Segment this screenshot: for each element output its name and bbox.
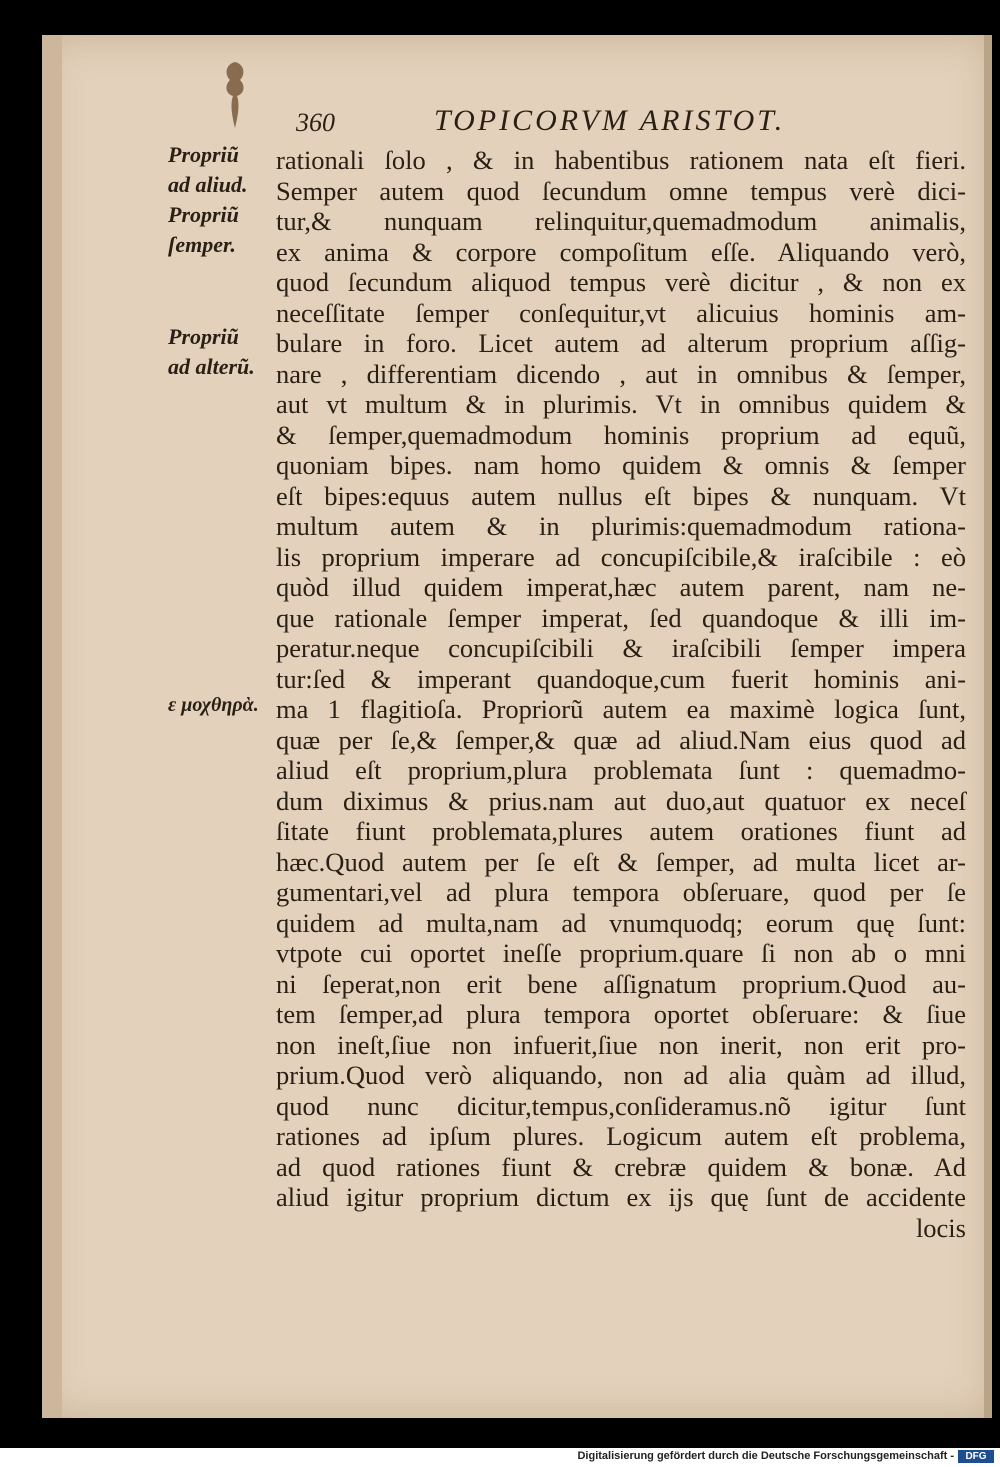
text-line: ſitate fiunt problemata,plures autem orationes fiunt ad: [276, 816, 966, 846]
text-line: tur,& nunquam relinquitur,quemadmodum animalis,: [276, 206, 966, 236]
text-line: Semper autem quod ſecundum omne tempus verè dici-: [276, 175, 966, 206]
text-line: aut vt multum & in plurimis. Vt in omnibus quidem &: [276, 389, 966, 419]
text-line: prium.Quod verò aliquando, non ad alia quàm ad illud,: [276, 1060, 966, 1090]
text-line: que rationale ſemper imperat, ſed quandoque & illi im-: [276, 602, 966, 633]
margin-note-line: Propriũ: [168, 142, 239, 167]
text-line: quoniam bipes. nam homo quidem & omnis & ſemper: [276, 450, 966, 480]
margin-note-line: Propriũ: [168, 202, 239, 227]
text-line: neceſſitate ſemper conſequitur,vt alicuius hominis am-: [276, 297, 966, 328]
running-head: TOPICORVM ARISTOT.: [434, 104, 786, 137]
text-line: quod ſecundum aliquod tempus verè dicitur , & non ex: [276, 267, 966, 297]
text-line: quòd illud quidem imperat,hæc autem parent, nam ne-: [276, 572, 966, 602]
text-line: rationali ſolo , & in habentibus rationem nata eſt fieri.: [276, 145, 966, 175]
text-line: peratur.neque concupiſcibili & iraſcibili ſemper impera: [276, 633, 966, 663]
margin-note-line: ſemper.: [168, 232, 236, 257]
text-line: tem ſemper,ad plura tempora oportet obſeruare: & ſiue: [276, 999, 966, 1029]
digitization-credit: Digitalisierung gefördert durch die Deutsche Forschungsgemeinschaft -: [577, 1450, 954, 1462]
text-line: hæc.Quod autem per ſe eſt & ſemper, ad multa licet ar-: [276, 846, 966, 877]
text-line: dum diximus & prius.nam aut duo,aut quatuor ex neceſ: [276, 785, 966, 816]
text-line: quidem ad multa,nam ad vnumquodq; eorum quę ſunt:: [276, 907, 966, 938]
page-number: 360: [296, 108, 335, 137]
text-line: rationes ad ipſum plures. Logicum autem eſt problema,: [276, 1121, 966, 1151]
margin-note-line: ε μοχθηρὰ.: [168, 694, 259, 716]
page-edge: [984, 35, 992, 1418]
text-line: ma 1 flagitioſa. Propriorũ autem ea maximè logica ſunt,: [276, 694, 966, 724]
text-line: bulare in foro. Licet autem ad alterum proprium aſſig-: [276, 328, 966, 358]
page-gutter: [42, 35, 62, 1418]
text-line: gumentari,vel ad plura tempora obſeruare, quod per ſe: [276, 877, 966, 907]
ink-blot-mark: [220, 60, 250, 130]
text-line: quod nunc dicitur,tempus,conſideramus.nõ igitur ſunt: [276, 1090, 966, 1121]
dfg-logo[interactable]: DFG: [958, 1450, 994, 1463]
margin-note-line: ad alterũ.: [168, 354, 255, 379]
text-line: ni ſeperat,non erit bene aſſignatum proprium.Quod au-: [276, 968, 966, 999]
text-line: ex anima & corpore compoſitum eſſe. Aliquando verò,: [276, 236, 966, 267]
text-line: aliud eſt proprium,plura problemata ſunt : quemadmo-: [276, 755, 966, 785]
text-line: eſt bipes:equus autem nullus eſt bipes & nunquam. Vt: [276, 480, 966, 511]
body-text: [276, 145, 966, 1243]
text-line: non ineſt,ſiue non infuerit,ſiue non inerit, non erit pro-: [276, 1029, 966, 1060]
margin-note-proprium-ad-aliud: [168, 140, 247, 260]
text-line: aliud igitur proprium dictum ex ijs quę ſunt de accidente: [276, 1182, 966, 1212]
margin-note-line: ad aliud.: [168, 172, 248, 197]
text-line: quæ per ſe,& ſemper,& quæ ad aliud.Nam eius quod ad: [276, 724, 966, 755]
text-line: multum autem & in plurimis:quemadmodum rationa-: [276, 511, 966, 541]
margin-note-greek: [168, 690, 259, 720]
margin-note-proprium-ad-alterum: [168, 322, 255, 382]
text-line: lis proprium imperare ad concupiſcibile,& iraſcibile : eò: [276, 541, 966, 572]
text-line: & ſemper,quemadmodum hominis proprium ad equũ,: [276, 419, 966, 450]
text-line: vtpote cui oportet ineſſe proprium.quare ſi non ab o mni: [276, 938, 966, 968]
text-line: ad quod rationes fiunt & crebræ quidem & bonæ. Ad: [276, 1151, 966, 1182]
text-line: tur:ſed & imperant quandoque,cum fuerit hominis ani-: [276, 663, 966, 694]
text-line: nare , differentiam dicendo , aut in omnibus & ſemper,: [276, 358, 966, 389]
catchword: locis: [915, 1212, 966, 1243]
margin-note-line: Propriũ: [168, 324, 239, 349]
